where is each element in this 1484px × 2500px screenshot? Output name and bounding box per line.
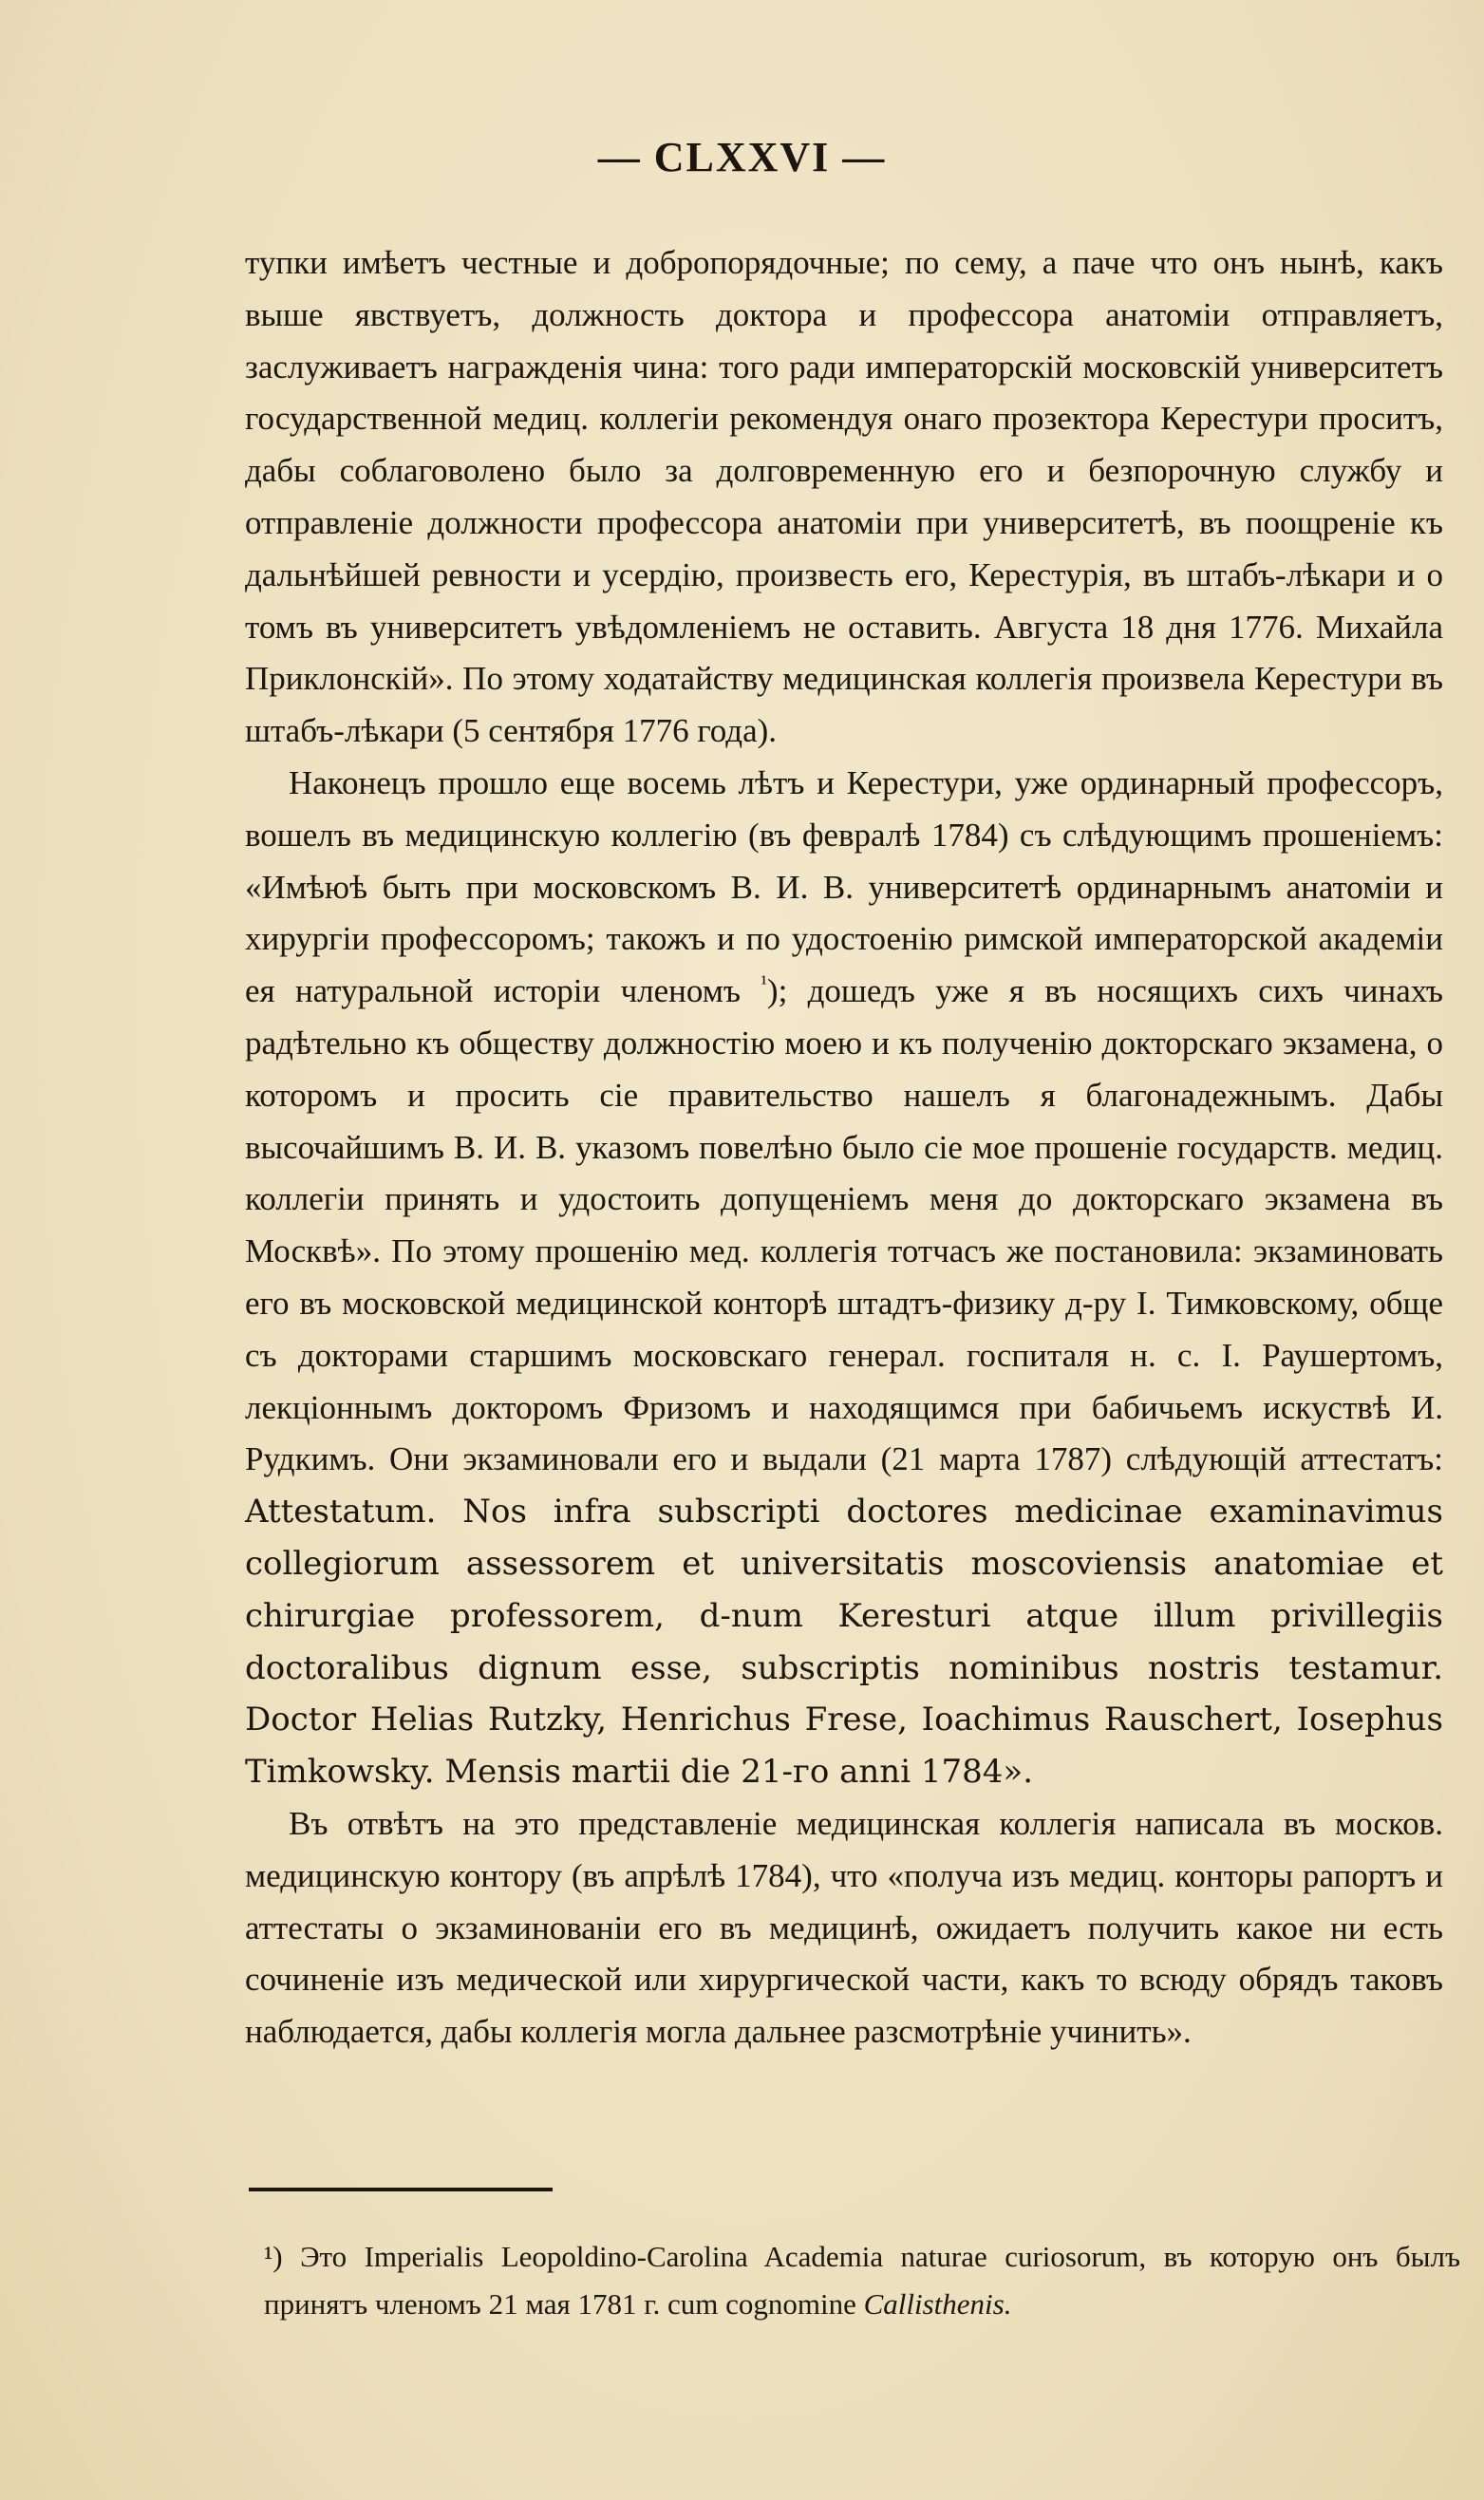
footnote-reference: ¹ (761, 970, 767, 995)
paragraph-1: тупки имѣетъ честные и добропорядочные; по сему, а паче что онъ нынѣ, какъ выше явствуетъ, должность доктора и профессора анатоміи отправляетъ, заслуживаетъ награжденія чина: того ради императорскій московскій университетъ государственной медиц. коллегіи рекомендуя онаго прозектора Керестури проситъ, дабы соблаговолено было за долговременную его и безпорочную службу и отправленіе должности профессора анатоміи при университетѣ, въ поощреніе къ дальнѣйшей ревности и усердію, произвесть его, Керестурія, въ штабъ-лѣкари и о томъ въ университетъ увѣдомленіемъ не оставить. Августа 18 дня 1776. Михайла Приклонскій». По этому ходатайству медицинская коллегія произвела Керестури въ штабъ-лѣкари (5 сентября 1776 года). (245, 244, 1443, 750)
footnote-text (264, 2233, 1460, 2328)
latin-attestation: Attestatum. Nos infra subscripti doctores medicinae examinavimus collegiorum assessorem et universitatis moscoviensis anatomiae et chirurgiae professorem, d-num Keresturi atque illum privillegiis doctoralibus dignum esse, subscriptis nominibus nostris testamur. Doctor Helias Rutzky, Henrichus Frese, Ioachimus Rauschert, Iosephus Timkowsky. Mensis martii die 21-го anni 1784». (245, 1493, 1443, 1792)
footnote-body: Это Imperialis Leopoldino-Carolina Academia naturae curiosorum, въ которую онъ былъ принятъ членомъ 21 мая 1781 г. cum cognomine (264, 2240, 1460, 2321)
page-number-header: — CLXXVI — (597, 134, 887, 180)
footnote-divider (249, 2188, 553, 2191)
footnote (264, 2233, 1460, 2328)
footnote-mark: ¹) (264, 2240, 283, 2273)
body-text (245, 237, 1443, 2058)
footnote-italic: Callisthenis. (863, 2287, 1012, 2321)
paragraph-3: Въ отвѣтъ на это представленіе медицинская коллегія написала въ москов. медицинскую контору (въ апрѣлѣ 1784), что «получа изъ медиц. конторы рапортъ и аттестаты о экзаминованіи его въ медицинѣ, ожидаетъ получить какое ни есть сочиненіе изъ медической или хирургической части, какъ то всюду обрядъ таковъ наблюдается, дабы коллегія могла дальнее разсмотрѣніе учинить». (245, 1804, 1443, 2051)
paragraph-2 (245, 758, 1443, 1798)
paragraph-2-text-b: ); дошедъ уже я въ носящихъ сихъ чинахъ радѣтельно къ обществу должностію моею и къ полученію докторскаго экзамена, о которомъ и просить сіе правительство нашелъ я благонадежнымъ. Дабы высочайшимъ В. И. В. указомъ повелѣно было сіе мое прошеніе государств. медиц. коллегіи принять и удостоить допущеніемъ меня до докторскаго экзамена въ Москвѣ». По этому прошенію мед. коллегія тотчасъ же постановила: экзаминовать его въ московской медицинской конторѣ штадтъ-физику д-ру І. Тимковскому, обще съ докторами старшимъ московскаго генерал. госпиталя н. с. І. Раушертомъ, лекціоннымъ докторомъ Фризомъ и находящимся при бабичьемъ искуствѣ И. Рудкимъ. Они экзаминовали его и выдали (21 марта 1787) слѣдующій аттестатъ: (245, 972, 1443, 1478)
paragraph-2-text-a: Наконецъ прошло еще восемь лѣтъ и Керестури, уже ординарный профессоръ, вошелъ въ медицинскую коллегію (въ февралѣ 1784) съ слѣдующимъ прошеніемъ: «Имѣюѣ быть при московскомъ В. И. В. университетѣ ординарнымъ анатоміи и хирургіи профессоромъ; такожъ и по удостоенію римской императорской академіи ея натуральной исторіи членомъ (245, 763, 1443, 1010)
